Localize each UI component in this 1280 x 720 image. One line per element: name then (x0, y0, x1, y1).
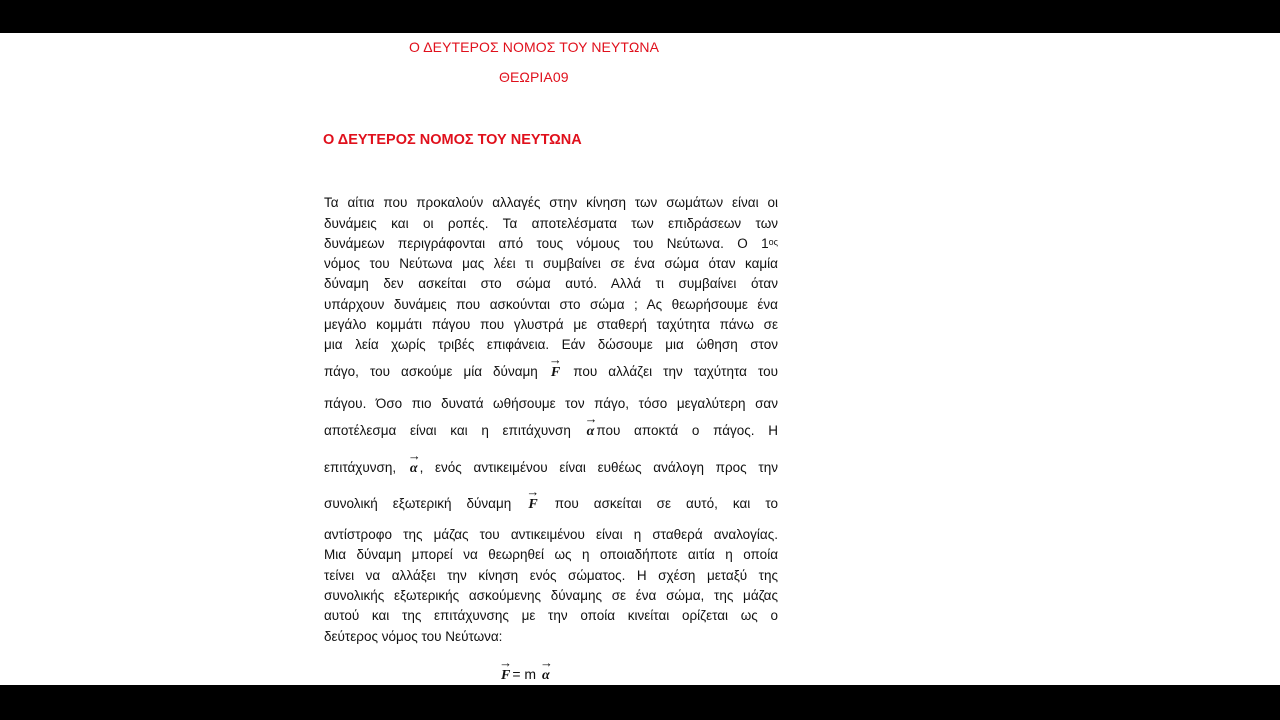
text-line (324, 234, 778, 254)
document-page (0, 33, 1280, 685)
text-line: νόμος του Νεύτωνα μας λέει τι συμβαίνει σε ένα σώμα όταν καμία (324, 256, 778, 271)
force-vector: → F (549, 363, 562, 383)
text-line: Τα αίτια που προκαλούν αλλαγές στην κίνηση των σωμάτων είναι οι (324, 195, 778, 210)
acceleration-vector: → α (585, 422, 597, 442)
force-vector: → F (526, 495, 539, 515)
text-fragment: που αλλάζει την ταχύτητα του (573, 364, 779, 379)
text-line: δυνάμεις και οι ροπές. Τα αποτελέσματα των επιδράσεων των (324, 216, 778, 231)
text-fragment: επιτάχυνση, (324, 460, 397, 475)
text-line: μεγάλο κομμάτι πάγου που γλυστρά με σταθερή ταχύτητα πάνω σε (324, 317, 778, 332)
text-line (324, 494, 778, 514)
text-line: δύναμη δεν ασκείται στο σώμα αυτό. Αλλά τι συμβαίνει όταν (324, 276, 778, 291)
document-header-title: Ο ΔΕΥΤΕΡΟΣ ΝΟΜΟΣ ΤΟΥ ΝΕΥΤΩΝΑ (409, 39, 660, 55)
acceleration-vector: → α (540, 668, 552, 684)
text-line: δεύτερος νόμος του Νεύτωνα: (324, 629, 503, 644)
text-fragment: πάγο, του ασκούμε μία δύναμη (324, 364, 538, 379)
newton-second-law-formula (499, 666, 552, 684)
text-fragment: που ασκείται σε αυτό, και το (554, 496, 778, 511)
document-header-subtitle: ΘΕΩΡΙΑ09 (499, 69, 569, 85)
text-line (324, 421, 778, 441)
section-title: Ο ΔΕΥΤΕΡΟΣ ΝΟΜΟΣ ΤΟΥ ΝΕΥΤΩΝΑ (323, 132, 582, 148)
text-fragment: αποτέλεσμα είναι και η επιτάχυνση (324, 423, 571, 438)
text-fragment: δυνάμεων περιγράφονται από τους νόμους του Νεύτωνα. Ο 1 (324, 236, 769, 251)
text-line: αυτού και της επιτάχυνσης με την οποία κινείται ορίζεται ως ο (324, 608, 778, 623)
formula-mass: = m (512, 666, 537, 682)
force-vector: → F (499, 668, 512, 684)
superscript: ος (768, 237, 778, 247)
text-line (324, 458, 778, 478)
text-line: τείνει να αλλάξει την κίνηση ενός σώματος. Η σχέση μεταξύ της (324, 568, 778, 583)
text-fragment: που αποκτά ο πάγος. Η (596, 423, 778, 438)
text-line (324, 362, 778, 382)
text-line: πάγου. Όσο πιο δυνατά ωθήσουμε τον πάγο, τόσο μεγαλύτερη σαν (324, 396, 778, 411)
text-line: Μια δύναμη μπορεί να θεωρηθεί ως η οποιαδήποτε αιτία η οποία (324, 547, 778, 562)
text-line: αντίστροφο της μάζας του αντικειμένου είναι η σταθερά αναλογίας. (324, 527, 778, 542)
text-line: μια λεία χωρίς τριβές επιφάνεια. Εάν δώσουμε μια ώθηση στον (324, 337, 778, 352)
text-line: υπάρχουν δυνάμεις που ασκούνται στο σώμα ; Ας θεωρήσουμε ένα (324, 297, 778, 312)
text-fragment: συνολική εξωτερική δύναμη (324, 496, 512, 511)
text-fragment: , ενός αντικειμένου είναι ευθέως ανάλογη προς την (419, 460, 778, 475)
acceleration-vector: → α (408, 459, 420, 479)
text-line: συνολικής εξωτερικής ασκούμενης δύναμης σε ένα σώμα, της μάζας (324, 588, 778, 603)
